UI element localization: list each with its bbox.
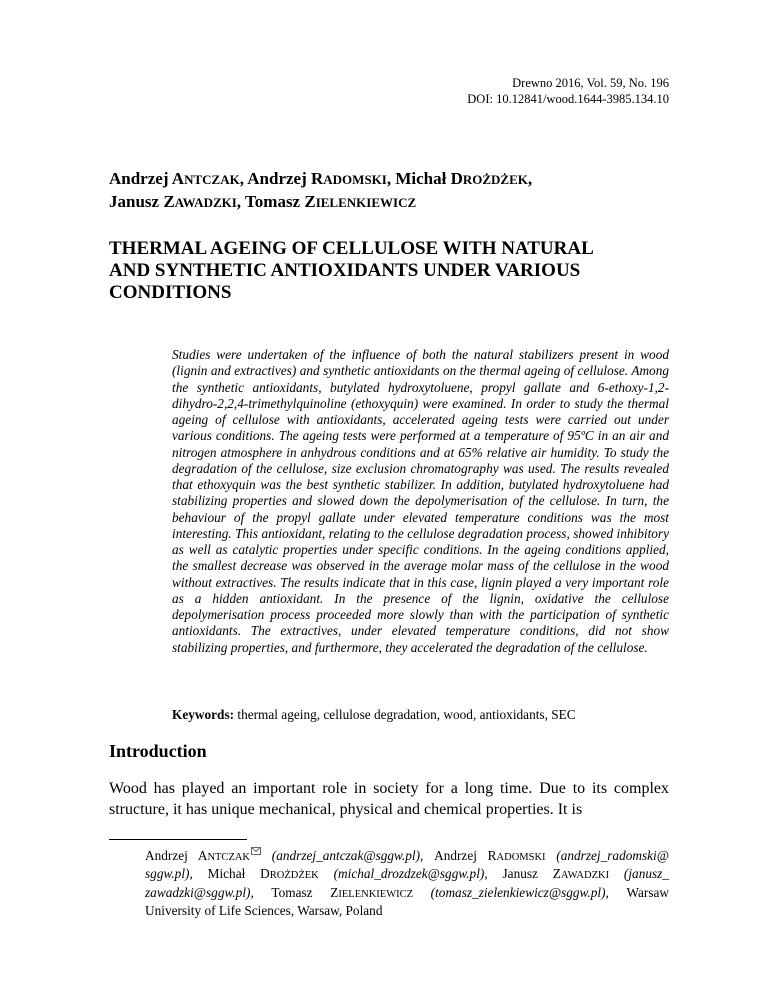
footnote-divider bbox=[109, 839, 247, 840]
author-name: Janusz ZAWADZKI bbox=[109, 192, 237, 211]
journal-header bbox=[467, 75, 669, 107]
envelope-icon bbox=[251, 847, 261, 855]
author-list: Andrzej ANTCZAK, Andrzej RADOMSKI, Michał DROŻDŻEK, Janusz ZAWADZKI, Tomasz ZIELENKIEWICZ bbox=[109, 169, 533, 211]
footnote: Andrzej ANTCZAK (andrzej_antczak@sggw.pl), Andrzej RADOMSKI (andrzej_radomski@ sggw.pl), Michał DROŻDŻEK (michal_drozdzek@sggw.pl), Janusz ZAWADZKI (janusz_ zawadzki@sggw.pl), Tomasz ZIELENKIEWICZ (tomasz_zielenkiewicz@sggw.pl), Warsaw University of Life Sciences, Warsaw, Poland bbox=[145, 848, 669, 919]
keywords bbox=[172, 706, 669, 723]
keywords-text: thermal ageing, cellulose degradation, wood, antioxidants, SEC bbox=[234, 707, 576, 722]
author-name: Andrzej ANTCZAK bbox=[109, 169, 240, 188]
paper-title: THERMAL AGEING OF CELLULOSE WITH NATURAL AND SYNTHETIC ANTIOXIDANTS UNDER VARIOUS CONDITIONS bbox=[109, 238, 594, 303]
section-heading: Introduction bbox=[109, 741, 207, 761]
author-name: Andrzej RADOMSKI bbox=[247, 169, 387, 188]
introduction-text: Wood has played an important role in society for a long time. Due to its complex structure, it has unique mechanical, physical and chemical properties. It is bbox=[109, 780, 669, 818]
doi: DOI: 10.12841/wood.1644-3985.134.10 bbox=[467, 92, 669, 106]
author-name: Michał DROŻDŻEK bbox=[395, 169, 528, 188]
journal-citation: Drewno 2016, Vol. 59, No. 196 bbox=[512, 76, 669, 90]
author-name: Tomasz ZIELENKIEWICZ bbox=[245, 192, 417, 211]
abstract: Studies were undertaken of the influence of both the natural stabilizers present in wood (lignin and extractives) and synthetic antioxidants on the thermal ageing of cellulose. Among the synthetic antioxidants, butylated hydroxytoluene, propyl gallate and 6-ethoxy-1,2-dihydro-2,2,4-trimethylquinoline (ethoxyquin) were examined. In order to study the thermal ageing of cellulose with antioxidants, accelerated ageing tests were carried out under various conditions. The ageing tests were performed at a temperature of 95ºC in an air and nitrogen atmosphere in anhydrous conditions and at 65% relative air humidity. To study the degradation of the cellulose, size exclusion chromatography was used. The results revealed that ethoxyquin was the best synthetic stabilizer. In addition, butylated hydroxytoluene had stabilizing properties and slowed down the depolymerisation of the cellulose. In turn, the behaviour of the propyl gallate under elevated temperature conditions was the most interesting. This antioxidant, relating to the cellulose degradation process, showed inhibitory as well as catalytic properties under specific conditions. In the ageing conditions applied, the smallest decrease was observed in the average molar mass of the cellulose in the wood without extractives. The results indicate that in this case, lignin played a very important role as a hidden antioxidant. In the presence of the lignin, oxidative the cellulose depolymerisation process proceeded more slowly than with the participation of synthetic antioxidants. The extractives, under elevated temperature conditions, did not show stabilizing properties, and furthermore, they accelerated the degradation of the cellulose. bbox=[172, 347, 669, 655]
keywords-label: Keywords: bbox=[172, 707, 235, 722]
